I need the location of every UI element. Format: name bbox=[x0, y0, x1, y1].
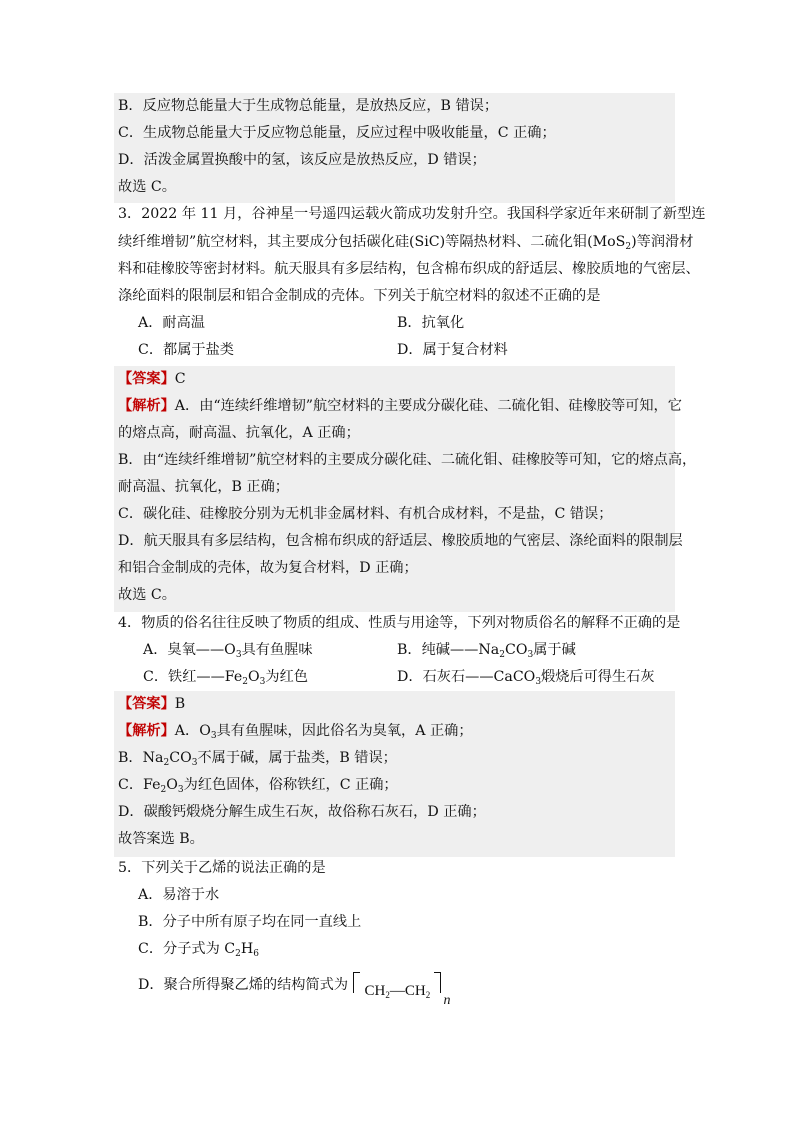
formula-left-bracket bbox=[353, 972, 360, 993]
q3-stem-line2: 续纤维增韧”航空材料，其主要成分包括碳化硅(SiC)等隔热材料、二硫化钼(MoS$_2$)等润滑材 bbox=[118, 234, 694, 252]
q3-explain-a1: 【解析】A．由“连续纤维增韧”航空材料的主要成分碳化硅、二硫化钼、硅橡胶等可知，它 bbox=[118, 398, 682, 414]
q5-option-c: C．分子式为 $C_2H_6$ bbox=[138, 941, 260, 959]
explain-label: 【解析】 bbox=[118, 723, 175, 739]
q3-explain-a2: 的熔点高，耐高温、抗氧化，A 正确； bbox=[118, 425, 360, 441]
q2-explain-d: D．活泼金属置换酸中的氢，该反应是放热反应，D 错误； bbox=[118, 152, 486, 168]
q3-option-b: B．抗氧化 bbox=[397, 315, 465, 331]
q3-explain-c: C．碳化硅、硅橡胶分别为无机非金属材料、有机合成材料，不是盐，C 错误； bbox=[118, 506, 613, 522]
q2-explain-b: B．反应物总能量大于生成物总能量，是放热反应，B 错误； bbox=[118, 98, 499, 114]
q4-explain-a: 【解析】A．$O_3$具有鱼腥味，因此俗名为臭氧，A 正确； bbox=[118, 723, 473, 741]
q2-explain-c: C．生成物总能量大于反应物总能量，反应过程中吸收能量，C 正确； bbox=[118, 125, 556, 141]
q5-option-b: B．分子中所有原子均在同一直线上 bbox=[138, 914, 362, 930]
formula-body: $CH_2—CH_2$ bbox=[364, 983, 431, 1000]
q4-option-c: C．铁红$——Fe_2O_3$为红色 bbox=[143, 669, 308, 687]
formula-subscript-n: n bbox=[443, 993, 451, 1008]
answer-label: 【答案】 bbox=[118, 371, 175, 387]
answer-label: 【答案】 bbox=[118, 696, 175, 712]
q4-stem: 4．物质的俗名往往反映了物质的组成、性质与用途等，下列对物质俗名的解释不正确的是 bbox=[118, 615, 681, 631]
q3-explain-d1: D．航天服具有多层结构，包含棉布织成的舒适层、橡胶质地的气密层、涤纶面料的限制层 bbox=[118, 533, 683, 549]
polyethylene-formula bbox=[353, 970, 451, 1008]
q4-answer: 【答案】B bbox=[118, 696, 186, 712]
q4-explain-c: C．$Fe_2O_3$为红色固体，俗称铁红，C 正确； bbox=[118, 777, 398, 795]
q3-conclusion: 故选 C。 bbox=[118, 587, 176, 603]
q5-stem: 5．下列关于乙烯的说法正确的是 bbox=[118, 860, 326, 876]
q4-conclusion: 故答案选 B。 bbox=[118, 831, 204, 847]
formula-right-bracket bbox=[434, 972, 441, 993]
q3-stem-line4: 涤纶面料的限制层和铝合金制成的壳体。下列关于航空材料的叙述不正确的是 bbox=[118, 288, 601, 304]
q4-option-a: A．臭氧$——O_3$具有鱼腥味 bbox=[143, 642, 313, 660]
q3-stem-line3: 料和硅橡胶等密封材料。航天服具有多层结构，包含棉布织成的舒适层、橡胶质地的气密层、 bbox=[118, 261, 700, 277]
q3-explain-b1: B．由“连续纤维增韧”航空材料的主要成分碳化硅、二硫化钼、硅橡胶等可知，它的熔点高， bbox=[118, 452, 697, 468]
q4-option-d: D．石灰石——CaCO$_3$煅烧后可得生石灰 bbox=[397, 669, 655, 687]
explain-label: 【解析】 bbox=[118, 398, 175, 414]
q4-explain-b: B．$Na_2CO_3$不属于碱，属于盐类，B 错误； bbox=[118, 750, 397, 768]
q4-explain-d: D．碳酸钙煅烧分解生成生石灰，故俗称石灰石，D 正确； bbox=[118, 804, 486, 820]
q3-answer: 【答案】C bbox=[118, 371, 186, 387]
q3-explain-d2: 和铝合金制成的壳体，故为复合材料，D 正确； bbox=[118, 560, 418, 576]
q4-option-b: B．纯碱$——Na_2CO_3$属于碱 bbox=[397, 642, 576, 660]
q5-option-a: A．易溶于水 bbox=[138, 887, 220, 903]
q3-option-d: D．属于复合材料 bbox=[397, 342, 508, 358]
q3-option-c: C．都属于盐类 bbox=[138, 342, 234, 358]
q3-stem-line1: 3．2022 年 11 月，谷神星一号遥四运载火箭成功发射升空。我国科学家近年来研制了新型连 bbox=[118, 206, 706, 222]
q3-option-a: A．耐高温 bbox=[138, 315, 205, 331]
q5-option-d: D．聚合所得聚乙烯的结构简式为 $CH_2—CH_2$ n bbox=[138, 970, 451, 1004]
q2-conclusion: 故选 C。 bbox=[118, 179, 176, 195]
q3-explain-b2: 耐高温、抗氧化，B 正确； bbox=[118, 479, 289, 495]
